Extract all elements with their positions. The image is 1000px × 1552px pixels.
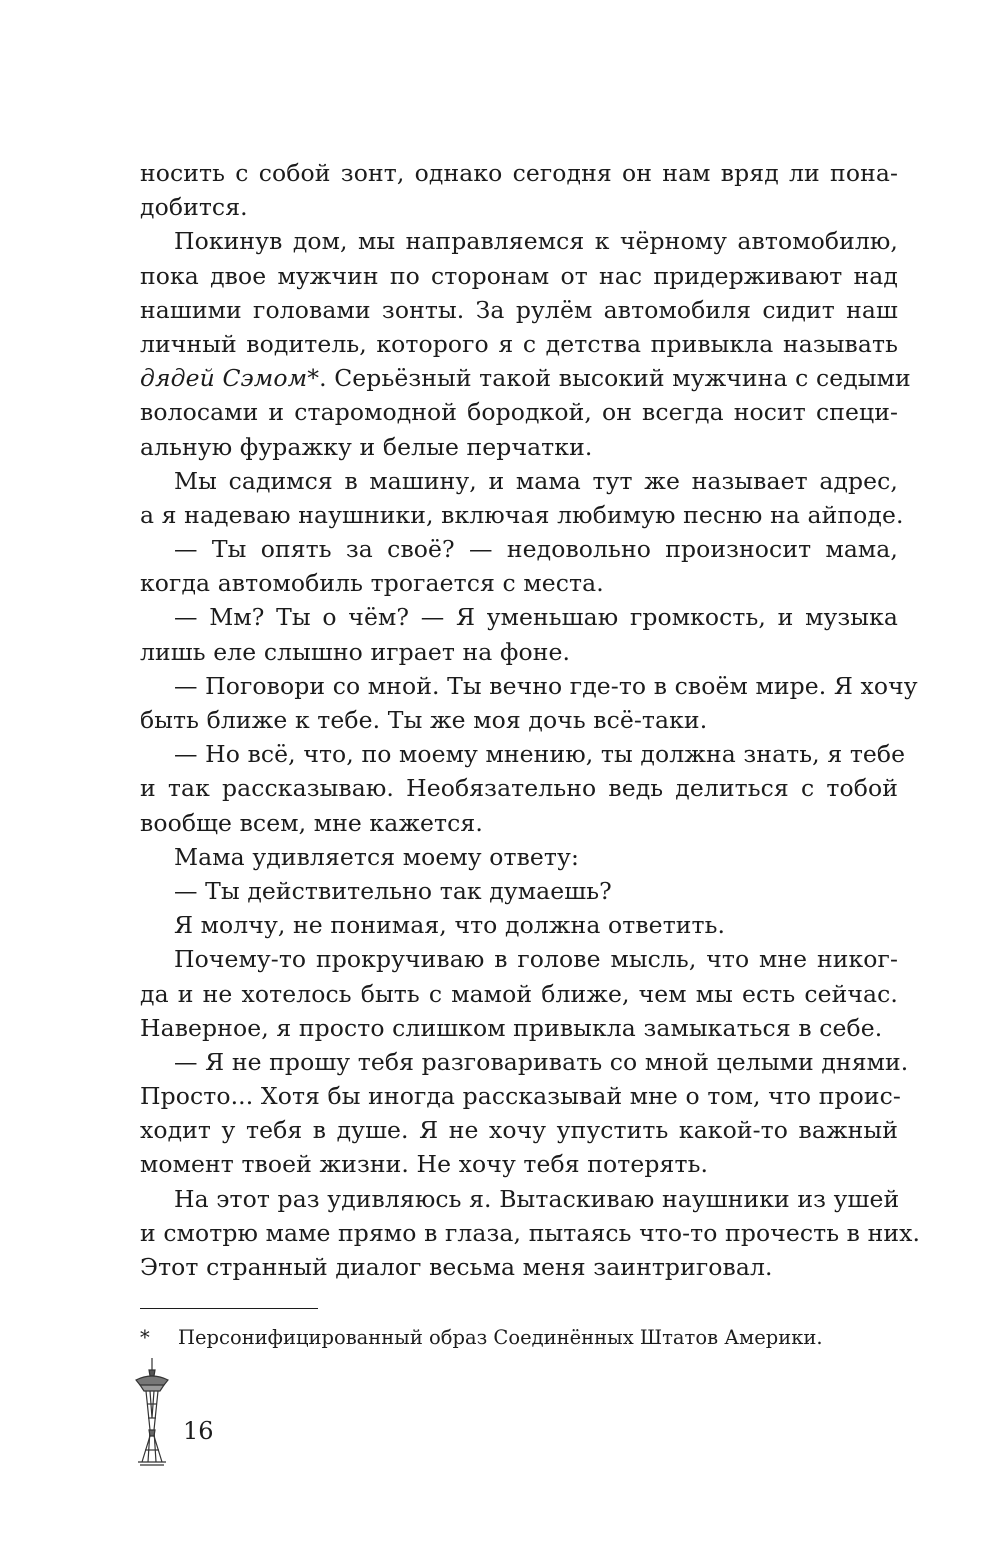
text-line: и смотрю маме прямо в глаза, пытаясь что-то прочесть в них. <box>140 1218 921 1247</box>
text-line: быть ближе к тебе. Ты же моя дочь всё-таки. <box>140 706 708 734</box>
space-needle-icon <box>128 1358 176 1468</box>
text-line: — Поговори со мной. Ты вечно где-то в своём мире. Я хочу <box>174 671 918 700</box>
text-line: альную фуражку и белые перчатки. <box>140 432 593 461</box>
text-line: вообще всем, мне кажется. <box>140 808 483 837</box>
text-line: ходит у тебя в душе. Я не хочу упустить какой-то важный <box>140 1116 898 1145</box>
text-line: Просто... Хотя бы иногда рассказывай мне о том, что проис- <box>140 1082 901 1111</box>
text-line: — Мм? Ты о чём? — Я уменьшаю громкость, и музыка <box>174 603 898 632</box>
footnote-marker: * <box>140 1326 150 1349</box>
text-line: — Ты опять за своё? — недовольно произносит мама, <box>174 535 898 564</box>
text-line: носить с собой зонт, однако сегодня он нам вряд ли пона- <box>140 159 898 187</box>
text-line: нашими головами зонты. За рулём автомобиля сидит наш <box>140 295 898 324</box>
page-number: 16 <box>183 1417 214 1445</box>
text-line: Почему-то прокручиваю в голове мысль, что мне никог- <box>174 945 898 974</box>
text-line: — Ты действительно так думаешь? <box>174 876 612 905</box>
text-line: да и не хотелось быть с мамой ближе, чем мы есть сейчас. <box>140 979 898 1008</box>
text-line: Покинув дом, мы направляемся к чёрному автомобилю, <box>174 227 898 256</box>
text-line: когда автомобиль трогается с места. <box>140 569 604 598</box>
text-line: — Но всё, что, по моему мнению, ты должна знать, я тебе <box>174 740 906 769</box>
text-line-mixed <box>140 361 911 395</box>
text-line: пока двое мужчин по сторонам от нас придерживают над <box>140 261 898 290</box>
text-line: Этот странный диалог весьма меня заинтриговал. <box>140 1253 773 1281</box>
text-line: волосами и старомодной бородкой, он всегда носит специ- <box>140 398 898 427</box>
text-line: лишь еле слышно играет на фоне. <box>140 637 571 666</box>
text-segment: *. Серьёзный такой высокий мужчина с седыми <box>307 364 911 393</box>
italic-phrase: дядей Сэмом <box>140 364 308 393</box>
footnote-text: Персонифицированный образ Соединённых Штатов Америки. <box>178 1326 823 1349</box>
text-line: момент твоей жизни. Не хочу тебя потерять. <box>140 1150 709 1179</box>
text-line: Мы садимся в машину, и мама тут же называет адрес, <box>174 466 898 495</box>
text-line: Наверное, я просто слишком привыкла замыкаться в себе. <box>140 1013 883 1042</box>
text-line: Мама удивляется моему ответу: <box>174 842 579 871</box>
footnote <box>140 1324 900 1352</box>
text-line: На этот раз удивляюсь я. Вытаскиваю наушники из ушей <box>174 1184 900 1213</box>
text-line: и так рассказываю. Необязательно ведь делиться с тобой <box>140 774 898 803</box>
text-line: Я молчу, не понимая, что должна ответить. <box>174 911 726 940</box>
footnote-divider <box>140 1308 318 1309</box>
text-line: а я надеваю наушники, включая любимую песню на айподе. <box>140 500 904 529</box>
text-line: личный водитель, которого я с детства привыкла называть <box>140 329 898 358</box>
body-text <box>140 156 921 1284</box>
text-line: — Я не прошу тебя разговаривать со мной целыми днями. <box>174 1047 909 1076</box>
text-line: добится. <box>140 193 248 222</box>
